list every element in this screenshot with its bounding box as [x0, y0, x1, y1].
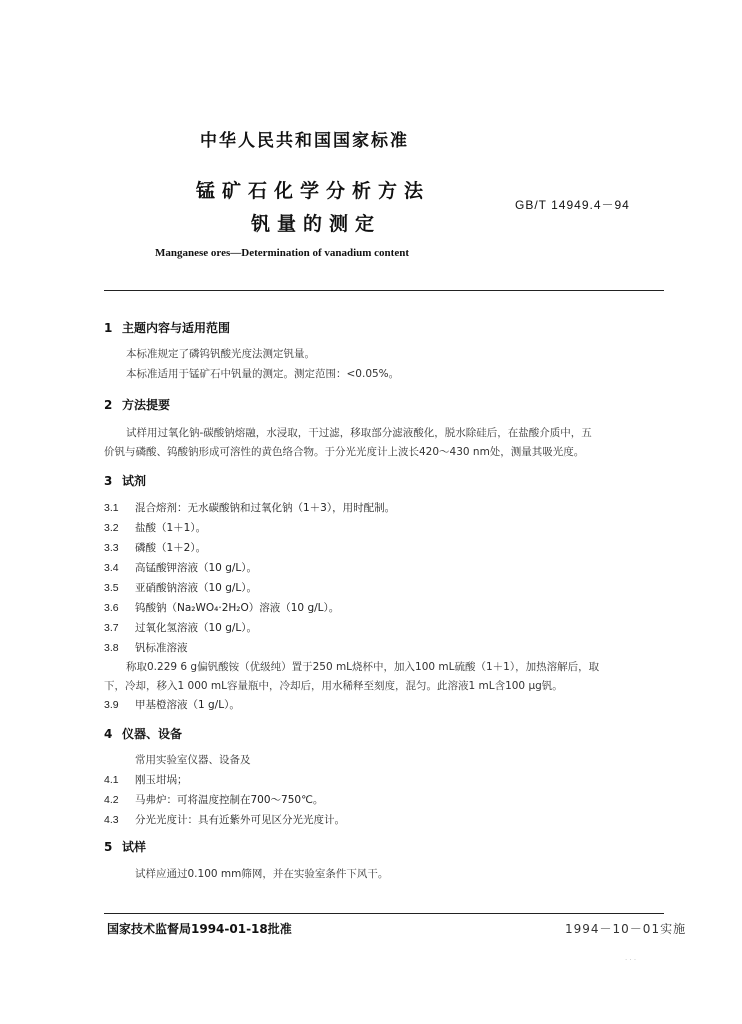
- section-5-heading: [104, 838, 146, 855]
- reagent-item: 3.7 过氧化氢溶液（10 g/L）。: [104, 622, 258, 634]
- equipment-item: 4.1 刚玉坩埚；: [104, 774, 188, 786]
- equipment-item: 4.2 马弗炉：可将温度控制在700～750℃。: [104, 794, 324, 806]
- english-title: Manganese ores—Determination of vanadium content: [155, 247, 409, 259]
- section-number: 4: [104, 727, 113, 741]
- vanadium-standard-paragraph-line-1: 称取0.229 6 g偏钒酸铵（优级纯）置于250 mL烧杯中，加入100 mL硫酸（1＋1），加热溶解后，取: [126, 661, 600, 673]
- equipment-item: 4.3 分光光度计：具有近紫外可见区分光光度计。: [104, 814, 345, 826]
- document-title-line1: 锰矿石化学分析方法: [196, 180, 431, 202]
- section-2-heading: [104, 396, 170, 413]
- reagent-item: 3.9 甲基橙溶液（1 g/L）。: [104, 699, 240, 711]
- footer-divider: [104, 913, 664, 914]
- section-5-paragraph: 试样应通过0.100 mm筛网，并在实验室条件下风干。: [135, 868, 389, 880]
- reagent-item: 3.2 盐酸（1＋1）。: [104, 522, 207, 534]
- section-1-paragraph-1: 本标准规定了磷钨钒酸光度法测定钒量。: [126, 348, 315, 360]
- reagent-item: 3.3 磷酸（1＋2）。: [104, 542, 207, 554]
- document-title-line2: 钒量的测定: [251, 213, 382, 235]
- section-4-intro: 常用实验室仪器、设备及: [135, 754, 251, 766]
- section-title: 方法提要: [122, 398, 171, 412]
- vanadium-standard-paragraph-line-2: 下，冷却，移入1 000 mL容量瓶中，冷却后，用水稀释至刻度，混匀。此溶液1 mL含100 μg钒。: [104, 680, 563, 692]
- reagent-item: 3.6 钨酸钠（Na₂WO₄·2H₂O）溶液（10 g/L）。: [104, 602, 340, 614]
- section-title: 主题内容与适用范围: [122, 321, 231, 335]
- section-1-paragraph-2: 本标准适用于锰矿石中钒量的测定。测定范围：<0.05%。: [126, 368, 400, 380]
- reagent-item: 3.8 钒标准溶液: [104, 642, 188, 654]
- section-3-heading: [104, 472, 146, 489]
- page-mark: · · ·: [625, 956, 637, 964]
- section-1-heading: [104, 319, 230, 336]
- section-number: 3: [104, 474, 113, 488]
- header-divider: [104, 290, 664, 291]
- section-number: 5: [104, 840, 113, 854]
- section-2-paragraph-line-2: 价钒与磷酸、钨酸钠形成可溶性的黄色络合物。于分光光度计上波长420～430 nm处，测量其吸光度。: [104, 446, 585, 458]
- standard-code: GB/T 14949.4－94: [515, 198, 630, 212]
- reagent-item: 3.1 混合熔剂：无水碳酸钠和过氧化钠（1＋3），用时配制。: [104, 502, 396, 514]
- section-number: 1: [104, 321, 113, 335]
- section-4-heading: [104, 725, 182, 742]
- reagent-item: 3.4 高锰酸钾溶液（10 g/L）。: [104, 562, 258, 574]
- section-title: 仪器、设备: [122, 727, 183, 741]
- section-number: 2: [104, 398, 113, 412]
- national-standard-heading: 中华人民共和国国家标准: [200, 131, 409, 151]
- section-title: 试剂: [122, 474, 147, 488]
- section-title: 试样: [122, 840, 147, 854]
- approval-date: 国家技术监督局1994-01-18批准: [107, 922, 292, 936]
- reagent-item: 3.5 亚硝酸钠溶液（10 g/L）。: [104, 582, 258, 594]
- section-2-paragraph-line-1: 试样用过氧化钠-碳酸钠熔融，水浸取，干过滤，移取部分滤液酸化，脱水除硅后，在盐酸介质中，五: [126, 427, 592, 439]
- implementation-date: 1994－10－01实施: [565, 922, 687, 936]
